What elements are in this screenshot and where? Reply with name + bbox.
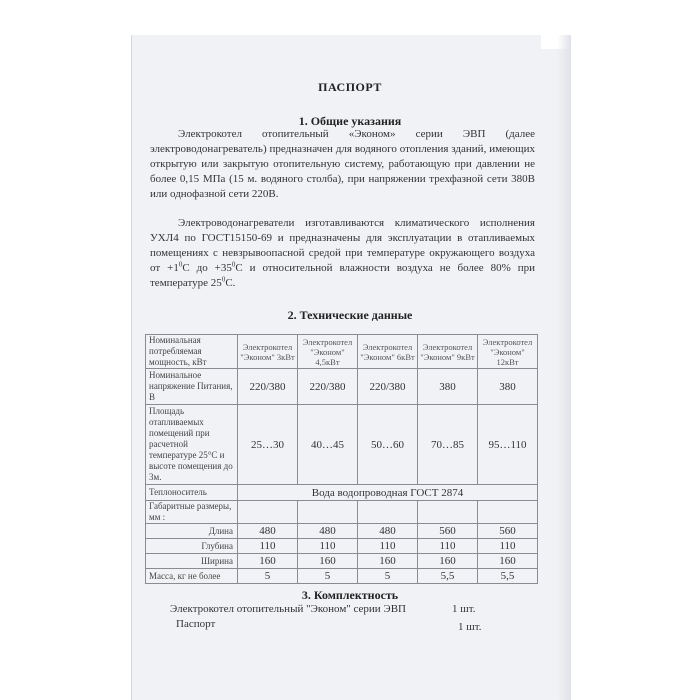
length-cell: 560 — [478, 524, 538, 539]
table-row — [146, 524, 538, 539]
depth-label: Глубина — [146, 539, 238, 554]
length-label: Длина — [146, 524, 238, 539]
mass-cell: 5 — [298, 569, 358, 584]
area-label: Площадь отапливаемых помещений при расчетной температуре 25°С и высоте помещения до 3м. — [146, 405, 238, 485]
voltage-cell: 220/380 — [298, 369, 358, 405]
kit-item-qty: 1 шт. — [452, 603, 476, 615]
section1-paragraph-2 — [150, 216, 535, 291]
technical-data-table — [145, 334, 538, 584]
width-cell: 160 — [358, 554, 418, 569]
table-row — [146, 405, 538, 485]
coolant-cell: Вода водопроводная ГОСТ 2874 — [238, 485, 538, 501]
depth-cell: 110 — [238, 539, 298, 554]
document-title: ПАСПОРТ — [318, 80, 382, 94]
dimensions-label: Габаритные размеры, мм : — [146, 501, 238, 524]
column-header: Электрокотел "Эконом" 12кВт — [478, 335, 538, 369]
column-header: Электрокотел "Эконом" 3кВт — [238, 335, 298, 369]
area-cell: 70…85 — [418, 405, 478, 485]
empty-cell — [358, 501, 418, 524]
depth-cell: 110 — [298, 539, 358, 554]
mass-cell: 5 — [358, 569, 418, 584]
voltage-cell: 380 — [418, 369, 478, 405]
section1-paragraph-1 — [150, 127, 535, 202]
degree-sup-3: 0 — [221, 275, 226, 284]
para2-part-a: Электроводонагреватели изготавливаются климатического исполнения УХЛ4 по ГОСТ15150-69 и предназначены для эксплуатации в отапливаемых помещениях с невзрывоопасной средой при температуре окружающего воздуха от +1 — [150, 217, 535, 274]
table-row — [146, 554, 538, 569]
empty-cell — [298, 501, 358, 524]
voltage-label: Номинальное напряжение Питания, В — [146, 369, 238, 405]
table-row — [146, 485, 538, 501]
section3-heading: 3. Комплектность — [301, 588, 399, 602]
mass-label: Масса, кг не более — [146, 569, 238, 584]
table-header-row — [146, 335, 538, 369]
paragraph-2-text — [150, 216, 535, 291]
section2-heading: 2. Технические данные — [287, 308, 413, 322]
voltage-cell: 220/380 — [358, 369, 418, 405]
para2-part-d: С. — [225, 277, 236, 289]
voltage-cell: 220/380 — [238, 369, 298, 405]
power-label: Номинальная потребляемая мощность, кВт — [146, 335, 238, 369]
depth-cell: 110 — [478, 539, 538, 554]
table-row — [146, 369, 538, 405]
kit-item — [170, 603, 476, 615]
kit-item-name: Паспорт — [176, 618, 216, 630]
degree-sup-1: 0 — [178, 260, 183, 269]
column-header: Электрокотел "Эконом" 4,5кВт — [298, 335, 358, 369]
para2-part-c: С и относительной влажности воздуха не более 80% при температуре 25 — [150, 262, 536, 289]
paragraph-1-text: Электрокотел отопительный «Эконом» серии ЭВП (далее электроводонагреватель) предназначен для водяного отопления зданий, имеющих открытую или закрытую отопительную систему, работающую при давлении не более 0,15 МПа (15 м. водяного столба), при напряжении трехфазной сети 380В или однофазной сети 220В. — [150, 128, 535, 200]
kit-item — [176, 618, 482, 633]
torn-corner — [541, 35, 573, 49]
column-header: Электрокотел "Эконом" 9кВт — [418, 335, 478, 369]
mass-cell: 5,5 — [478, 569, 538, 584]
empty-cell — [418, 501, 478, 524]
table-row — [146, 501, 538, 524]
length-cell: 480 — [238, 524, 298, 539]
table-row — [146, 569, 538, 584]
width-cell: 160 — [418, 554, 478, 569]
mass-cell: 5,5 — [418, 569, 478, 584]
width-label: Ширина — [146, 554, 238, 569]
kit-item-qty: 1 шт. — [458, 621, 482, 633]
section1-heading: 1. Общие указания — [298, 114, 402, 128]
area-cell: 95…110 — [478, 405, 538, 485]
mass-cell: 5 — [238, 569, 298, 584]
width-cell: 160 — [298, 554, 358, 569]
empty-cell — [478, 501, 538, 524]
para2-part-b: С до +35 — [182, 262, 232, 274]
length-cell: 560 — [418, 524, 478, 539]
kit-item-name: Электрокотел отопительный "Эконом" серии ЭВП — [170, 603, 406, 615]
coolant-label: Теплоноситель — [146, 485, 238, 501]
length-cell: 480 — [298, 524, 358, 539]
empty-cell — [238, 501, 298, 524]
width-cell: 160 — [238, 554, 298, 569]
depth-cell: 110 — [418, 539, 478, 554]
length-cell: 480 — [358, 524, 418, 539]
depth-cell: 110 — [358, 539, 418, 554]
width-cell: 160 — [478, 554, 538, 569]
column-header: Электрокотел "Эконом" 6кВт — [358, 335, 418, 369]
area-cell: 40…45 — [298, 405, 358, 485]
degree-sup-2: 0 — [231, 260, 236, 269]
area-cell: 50…60 — [358, 405, 418, 485]
area-cell: 25…30 — [238, 405, 298, 485]
voltage-cell: 380 — [478, 369, 538, 405]
table-row — [146, 539, 538, 554]
